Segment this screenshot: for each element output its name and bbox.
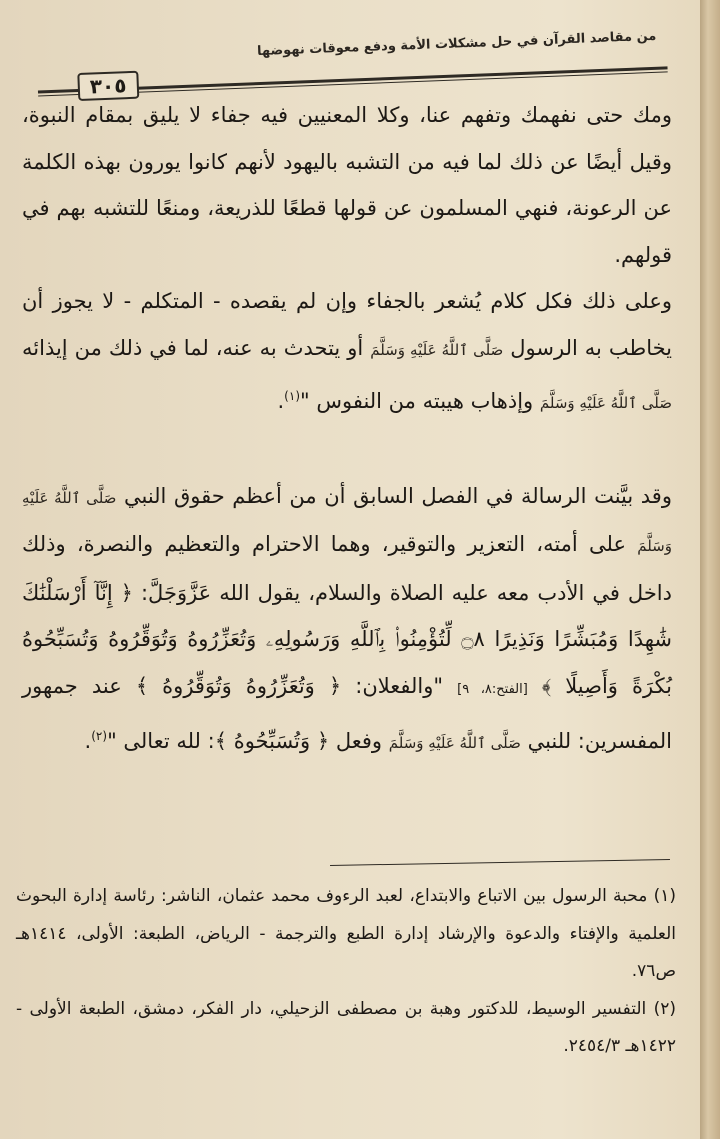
honorific-glyph: صَلَّى ٱللَّهُ عَلَيْهِ وَسَلَّمَ (22, 488, 672, 555)
paragraph-1: ومك حتى نفهمك وتفهم عنا، وكلا المعنيين فيه جفاء لا يليق بمقام النبوة، وقيل أيضًا عن ذلك لما فيه من التشبه باليهود لأنهم كانوا يورون بهذه الكلمة عن الرعونة، فنهي المسلمون عن قولها قطعًا للذريعة، ومنعًا للتشبه بهم في قولهم. (22, 103, 672, 267)
running-title: من مقاصد القرآن في حل مشكلات الأمة ودفع معوقات نهوضها (256, 28, 657, 60)
quran-word: ﴿ وَتُسَبِّحُوهُ ﴾ (214, 729, 330, 753)
quran-words: ﴿ وَتُعَزِّرُوهُ وَتُوَقِّرُوهُ ﴾ (135, 673, 342, 698)
paragraph-3-part-b: على أمته، التعزير والتوقير، وهما الاحترام والتعظيم والنصرة، وذلك داخل في الأدب معه عليه الصلاة والسلام، يقول الله (22, 532, 672, 605)
paragraph-3: وقد بيَّنت الرسالة في الفصل السابق أن من أعظم حقوق النبي صَلَّى ٱللَّهُ عَلَيْهِ وَسَلَّمَ على أمته، التعزير والتوقير، وهما الاحترام والتعظيم والنصرة، وذلك داخل في الأدب معه عليه الصلاة والسلام، يقول الله عَزَّوَجَلَّ: ﴿ إِنَّآ أَرْسَلْنَٰكَ شَٰهِدًا وَمُبَشِّرًا وَنَذِيرًا ۝٨ لِّتُؤْمِنُوا۟ بِٱللَّهِ وَرَسُولِهِۦ وَتُعَزِّرُوهُ وَتُوَقِّرُوهُ وَتُسَبِّحُوهُ بُكْرَةً وَأَصِيلًا ﴾ [الفتح:٨، ٩] "والفعلان: ﴿ وَتُعَزِّرُوهُ وَتُوَقِّرُوهُ ﴾ عند جمهور المفسرين: للنبي صَلَّى ٱللَّهُ عَلَيْهِ وَسَلَّمَ وفعل ﴿ وَتُسَبِّحُوهُ ﴾: لله تعالى "$^{(٢)}$. (22, 483, 673, 753)
paragraph-3-part-g: : لله تعالى " (107, 729, 215, 753)
footnote-marker-1: (١) (284, 389, 300, 403)
paragraph-3-part-c: عَزَّوَجَلَّ: (140, 580, 212, 605)
footnote-2: (٢) التفسير الوسيط، للدكتور وهبة بن مصطفى الزحيلي، دار الفكر، دمشق، الطبعة الأولى - ١٤٢٢هـ ٢٤٥٤/٣. (16, 998, 676, 1056)
paragraph-gap (22, 427, 672, 473)
paragraph-2-part-c: وإذهاب هيبته من النفوس " (300, 389, 534, 413)
footnote-1: (١) محبة الرسول بين الاتباع والابتداع، لعبد الرءوف محمد عثمان، الناشر: رئاسة إدارة البحوث العلمية والإفتاء والدعوة والإرشاد إدارة الطبع والترجمة - الرياض، الطبعة: الأولى، ١٤١٤هـ ص٧٦. (16, 886, 676, 981)
paragraph-2: وعلى ذلك فكل كلام يُشعر بالجفاء وإن لم يقصده - المتكلم - لا يجوز أن يخاطب به الرسول صَلَّى ٱللَّهُ عَلَيْهِ وَسَلَّمَ أو يتحدث به عنه، لما في ذلك من إيذائه صَلَّى ٱللَّهُ عَلَيْهِ وَسَلَّمَ وإذهاب هيبته من النفوس "$^{(١)}$. (22, 289, 673, 413)
quran-verse: ﴿ إِنَّآ أَرْسَلْنَٰكَ شَٰهِدًا وَمُبَشِّرًا وَنَذِيرًا ۝٨ لِّتُؤْمِنُوا۟ بِٱللَّهِ وَرَسُولِهِۦ وَتُعَزِّرُوهُ وَتُوَقِّرُوهُ وَتُسَبِّحُوهُ بُكْرَةً وَأَصِيلًا ﴾ (22, 580, 673, 698)
page-edge (700, 0, 720, 1139)
paragraph-3-part-a: وقد بيَّنت الرسالة في الفصل السابق أن من أعظم حقوق النبي (123, 483, 672, 508)
footnote-rule (330, 859, 670, 866)
footnote-marker-2: (٢) (91, 729, 108, 743)
paragraph-3-part-d: "والفعلان: (355, 673, 444, 698)
paragraph-2-part-b: أو يتحدث به عنه، لما في ذلك من إيذائه (22, 335, 364, 360)
paragraph-2-part-a: وعلى ذلك فكل كلام يُشعر بالجفاء وإن لم يقصده - المتكلم - لا يجوز أن يخاطب به الرسول (22, 289, 673, 360)
paragraph-3-part-e: عند جمهور المفسرين: للنبي (22, 673, 672, 753)
verse-reference: [الفتح:٨، ٩] (457, 681, 528, 697)
honorific-glyph: صَلَّى ٱللَّهُ عَلَيْهِ وَسَلَّمَ (388, 734, 521, 752)
footnotes (16, 878, 676, 1066)
page-number: ٣٠٥ (77, 71, 139, 101)
main-text (22, 92, 672, 767)
honorific-glyph: صَلَّى ٱللَّهُ عَلَيْهِ وَسَلَّمَ (370, 340, 504, 359)
paragraph-3-part-f: وفعل (335, 729, 383, 753)
honorific-glyph: صَلَّى ٱللَّهُ عَلَيْهِ وَسَلَّمَ (539, 394, 672, 412)
